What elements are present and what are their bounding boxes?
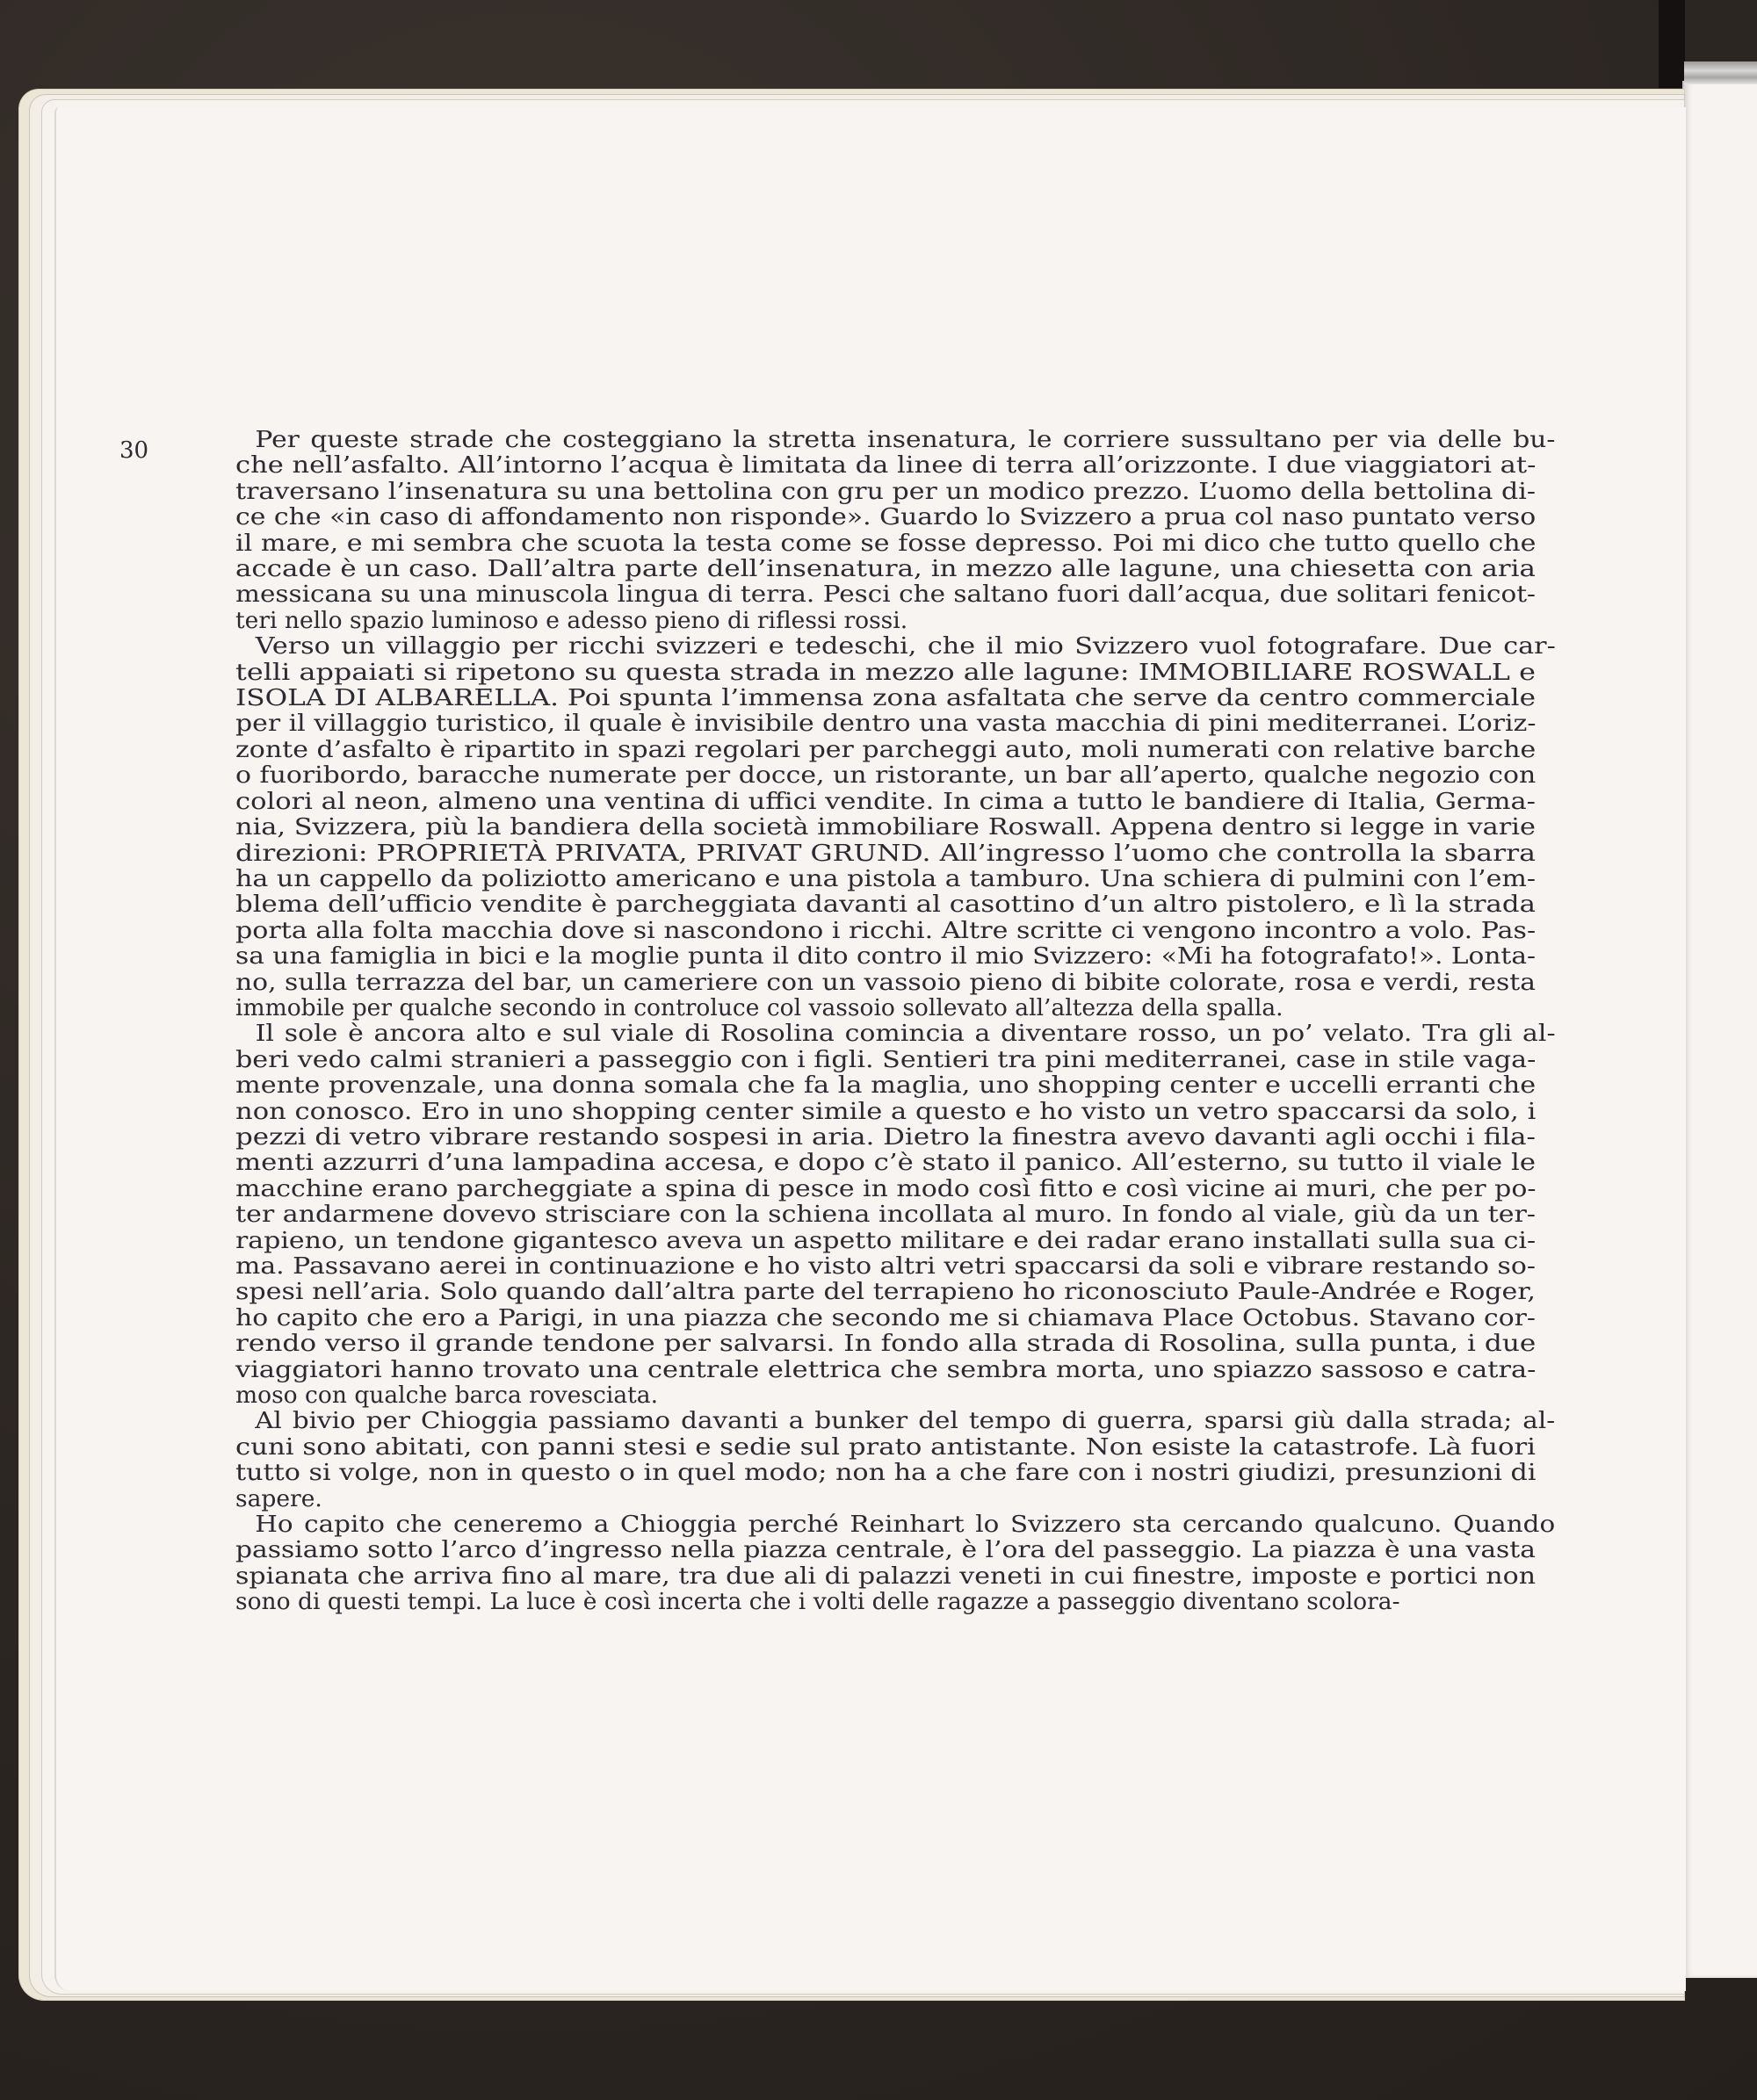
text-line: ce che «in caso di affondamento non risponde». Guardo lo Svizzero a prua col naso puntato verso [235, 503, 1536, 531]
text-line: mente provenzale, una donna somala che fa la maglia, uno shopping center e uccelli erranti che [235, 1072, 1536, 1100]
text-line: porta alla folta macchia dove si nascondono i ricchi. Altre scritte ci vengono incontro a volo. Pas- [235, 916, 1536, 944]
text-line: che nell’asfalto. All’intorno l’acqua è limitata da linee di terra all’orizzonte. I due viaggiatori at- [235, 451, 1536, 480]
text-line: traversano l’insenatura su una bettolina con gru per un modico prezzo. L’uomo della bettolina di- [235, 477, 1536, 505]
text-line: Al bivio per Chioggia passiamo davanti a bunker del tempo di guerra, sparsi giù dalla strada; al- [255, 1407, 1556, 1435]
text-line: direzioni: PROPRIETÀ PRIVATA, PRIVAT GRUND. All’ingresso l’uomo che controlla la sbarra [235, 839, 1536, 867]
page-binding-edge [1684, 61, 1757, 84]
text-line: per il villaggio turistico, il quale è invisibile dentro una vasta macchia di pini mediterranei. L’oriz- [235, 710, 1536, 738]
text-line: pezzi di vetro vibrare restando sospesi in aria. Dietro la finestra avevo davanti agli occhi i fila- [235, 1122, 1536, 1151]
text-line: non conosco. Ero in uno shopping center simile a questo e ho visto un vetro spaccarsi da solo, i [235, 1097, 1536, 1125]
paragraph [235, 426, 1556, 634]
text-line: cuni sono abitati, con panni stesi e sedie sul prato antistante. Non esiste la catastrofe. Là fuori [235, 1432, 1536, 1461]
text-line: messicana su una minuscola lingua di terra. Pesci che saltano fuori dall’acqua, due solitari fenicot- [235, 581, 1536, 609]
text-line: telli appaiati si ripetono su questa strada in mezzo alle lagune: IMMOBILIARE ROSWALL e [235, 658, 1536, 686]
text-line: ha un cappello da poliziotto americano e una pistola a tamburo. Una schiera di pulmini con l’em- [235, 864, 1536, 892]
text-line: il mare, e mi sembra che scuota la testa come se fosse depresso. Poi mi dico che tutto quello che [235, 529, 1536, 557]
text-line: tutto si volge, non in questo o in quel modo; non ha a che fare con i nostri giudizi, presunzioni di [235, 1459, 1536, 1487]
text-line: Ho capito che ceneremo a Chioggia perché Reinhart lo Svizzero sta cercando qualcuno. Quando [255, 1511, 1556, 1539]
text-line: blema dell’ufficio vendite è parcheggiata davanti al casottino d’un altro pistolero, e lì la strada [235, 891, 1536, 919]
paragraph [235, 1511, 1556, 1616]
text-line: o fuoribordo, baracche numerate per docce, un ristorante, un bar all’aperto, qualche negozio con [235, 761, 1536, 790]
text-line: nia, Svizzera, più la bandiera della società immobiliare Roswall. Appena dentro si legge in varie [235, 813, 1536, 841]
text-line: spianata che arriva fino al mare, tra due ali di palazzi veneti in cui finestre, imposte e portici non [235, 1562, 1536, 1590]
text-line: colori al neon, almeno una ventina di uffici vendite. In cima a tutto le bandiere di Italia, Germa- [235, 787, 1536, 815]
body-text [235, 426, 1556, 1616]
text-line: passiamo sotto l’arco d’ingresso nella piazza centrale, è l’ora del passeggio. La piazza è una vasta [235, 1536, 1536, 1564]
text-line: Verso un villaggio per ricchi svizzeri e tedeschi, che il mio Svizzero vuol fotografare. Due car- [255, 632, 1556, 660]
paragraph [235, 632, 1556, 1021]
book-spine-shadow [1659, 0, 1685, 88]
text-line: macchine erano parcheggiate a spina di pesce in modo così fitto e così vicine ai muri, che per po- [235, 1174, 1536, 1202]
text-line: sapere. [235, 1484, 322, 1512]
text-line: ISOLA DI ALBARELLA. Poi spunta l’immensa zona asfaltata che serve da centro commerciale [235, 684, 1536, 712]
text-line: Il sole è ancora alto e sul viale di Rosolina comincia a diventare rosso, un po’ velato. Tra gli al- [255, 1020, 1556, 1048]
text-line: sono di questi tempi. La luce è così incerta che i volti delle ragazze a passeggio diventano scolora- [235, 1588, 1400, 1616]
facing-page-edge [1682, 81, 1757, 1978]
text-line: no, sulla terrazza del bar, un cameriere con un vassoio pieno di bibite colorate, rosa e verdi, resta [235, 968, 1536, 996]
paragraph [235, 1020, 1556, 1410]
text-line: Per queste strade che costeggiano la stretta insenatura, le corriere sussultano per via delle bu- [255, 426, 1556, 453]
paragraph [235, 1407, 1556, 1512]
text-line: ho capito che ero a Parigi, in una piazza che secondo me si chiamava Place Octobus. Stavano cor- [235, 1303, 1536, 1331]
page-number: 30 [119, 437, 149, 464]
text-line: sa una famiglia in bici e la moglie punta il dito contro il mio Svizzero: «Mi ha fotografato!». Lonta- [235, 942, 1536, 971]
text-line: spesi nell’aria. Solo quando dall’altra parte del terrapieno ho riconosciuto Paule-Andrée e Roger, [235, 1278, 1536, 1306]
text-line: ter andarmene dovevo strisciare con la schiena incollata al muro. In fondo al viale, giù da un ter- [235, 1201, 1536, 1229]
text-line: zonte d’asfalto è ripartito in spazi regolari per parcheggi auto, moli numerati con relative barche [235, 735, 1536, 763]
text-line: ma. Passavano aerei in continuazione e ho visto altri vetri spaccarsi da soli e vibrare restando so- [235, 1252, 1536, 1280]
text-line: menti azzurri d’una lampadina accesa, e dopo c’è stato il panico. All’esterno, su tutto il viale le [235, 1149, 1536, 1177]
text-line: immobile per qualche secondo in controluce col vassoio sollevato all’altezza della spalla. [235, 993, 1283, 1021]
text-line: accade è un caso. Dall’altra parte dell’insenatura, in mezzo alle lagune, una chiesetta con aria [235, 555, 1536, 583]
text-line: moso con qualche barca rovesciata. [235, 1382, 659, 1410]
text-line: rendo verso il grande tendone per salvarsi. In fondo alla strada di Rosolina, sulla punta, i due [235, 1330, 1536, 1358]
text-line: beri vedo calmi stranieri a passeggio con i figli. Sentieri tra pini mediterranei, case in stile vaga- [235, 1045, 1536, 1073]
text-line: teri nello spazio luminoso e adesso pieno di riflessi rossi. [235, 606, 908, 634]
text-line: rapieno, un tendone gigantesco aveva un aspetto militare e dei radar erano installati sulla sua ci- [235, 1226, 1536, 1254]
text-line: viaggiatori hanno trovato una centrale elettrica che sembra morta, uno spiazzo sassoso e catra- [235, 1355, 1536, 1383]
